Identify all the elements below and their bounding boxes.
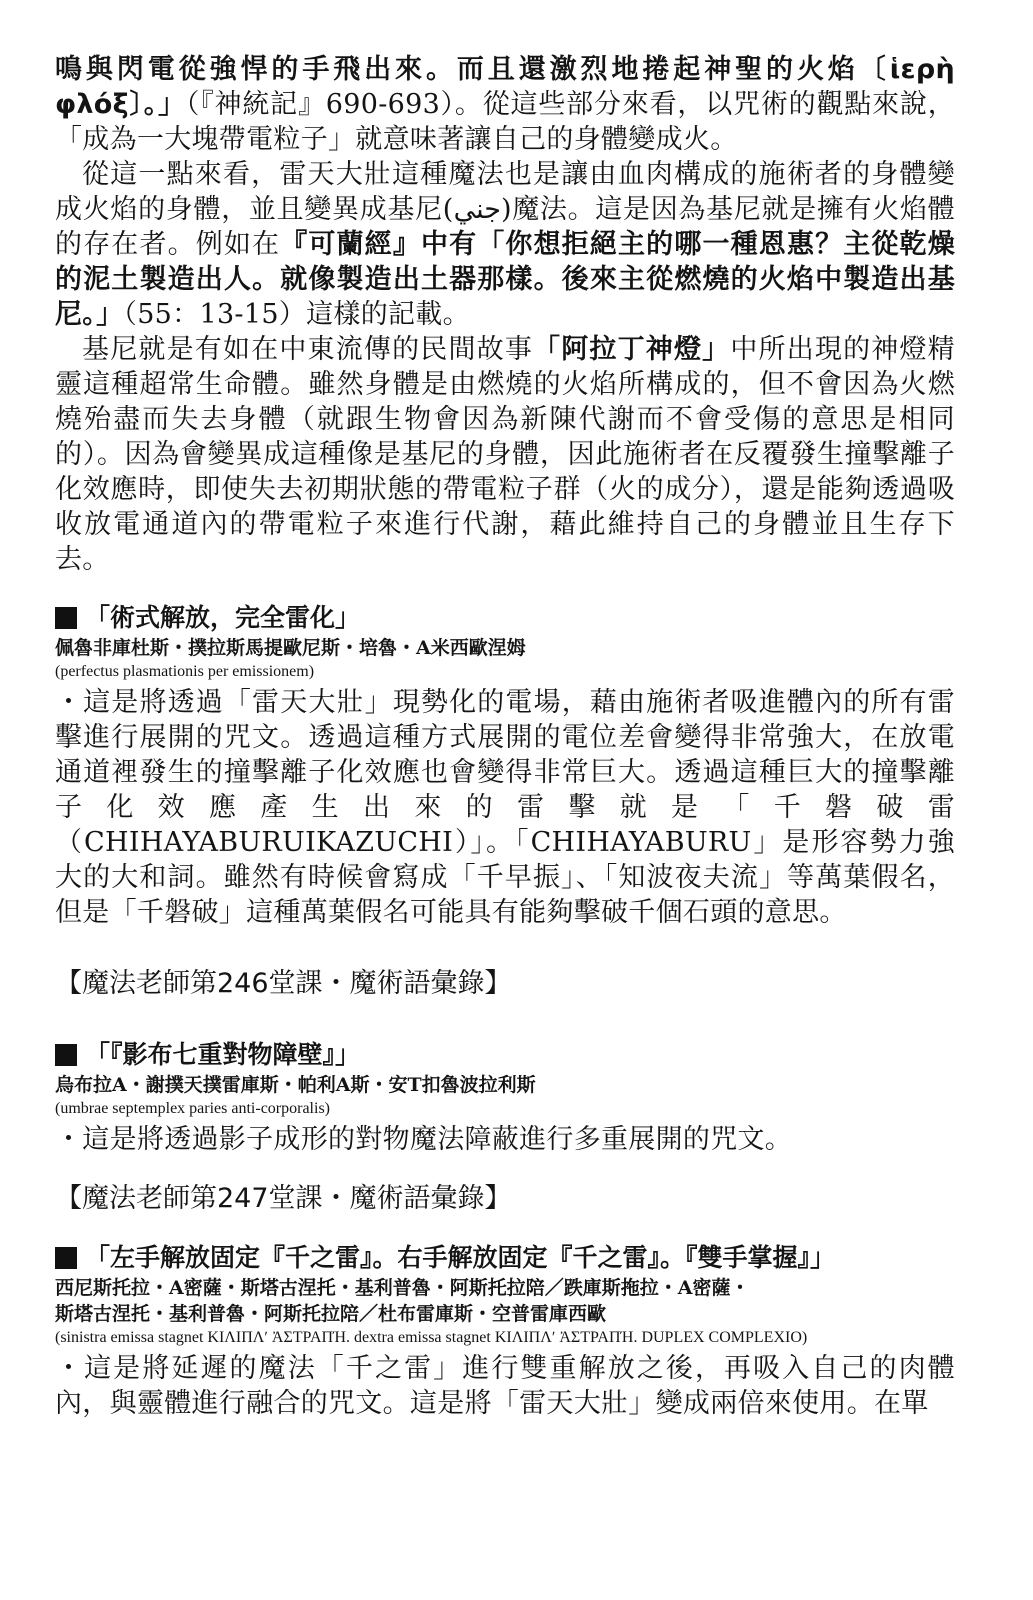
intro-paragraph-1 bbox=[55, 52, 955, 157]
intro-paragraph-3-a: 基尼就是有如在中東流傳的民間故事 bbox=[82, 334, 534, 365]
entry-title: 「左手解放固定『千之雷』。右手解放固定『千之雷』。『雙手掌握』」 bbox=[85, 1243, 836, 1272]
entry-transliteration: 烏布拉A・謝撲天撲雷庫斯・帕利A斯・安T扣魯波拉利斯 bbox=[55, 1074, 536, 1096]
intro-paragraph-2 bbox=[55, 157, 955, 332]
entry-transliteration-line-1: 西尼斯托拉・A密薩・斯塔古涅托・基利普魯・阿斯托拉陪／跌庫斯拖拉・A密薩・ bbox=[55, 1277, 750, 1299]
intro-quote-bold: 鳴與閃電從強悍的手飛出來。而且還激烈地捲起神聖的火焰〔ἱερὴ φλόξ〕。」 bbox=[55, 54, 955, 120]
entry-heading bbox=[55, 601, 955, 635]
entry-description: ・這是將透過「雷天大壯」現勢化的電場，藉由施術者吸進體內的所有雷擊進行展開的咒文。透過這種方式展開的電位差會變得非常強大，在放電通道裡發生的撞擊離子化效應也會變得非常巨大。透過這種巨大的撞擊離子化效應產生出來的雷擊就是「千磐破雷（CHIHAYABURUIKAZUCHI）」。「CHIHAYABURU」是形容勢力強大的大和詞。雖然有時候會寫成「千早振」、「知波夜夫流」等萬葉假名，但是「千磐破」這種萬葉假名可能具有能夠擊破千個石頭的意思。 bbox=[55, 687, 955, 928]
square-bullet-icon bbox=[55, 1044, 77, 1066]
page-body bbox=[55, 52, 955, 1421]
intro-paragraph-1-rest: （『神統記』690-693）。從這些部分來看，以咒術的觀點來說，「成為一大塊帶電粒子」就意味著讓自己的身體變成火。 bbox=[55, 89, 956, 155]
intro-paragraph-2-text: 從這一點來看，雷天大壯這種魔法也是讓由血肉構成的施術者的身體變成火焰的身體，並且變異成基尼(جني)魔法。這是因為基尼就是擁有火焰體的存在者。例如在 bbox=[55, 159, 955, 260]
chapter-heading-246: 【魔法老師第246堂課・魔術語彙錄】 bbox=[55, 968, 512, 999]
intro-paragraph-3 bbox=[55, 332, 955, 577]
entry-latin: (perfectus plasmationis per emissionem) bbox=[55, 663, 315, 680]
chapter-heading-247: 【魔法老師第247堂課・魔術語彙錄】 bbox=[55, 1183, 512, 1214]
entry-title: 「『影布七重對物障壁』」 bbox=[85, 1040, 361, 1069]
square-bullet-icon bbox=[55, 607, 77, 629]
intro-paragraph-2-tail: （55：13-15）這樣的記載。 bbox=[123, 299, 470, 330]
entry-latin: (sinistra emissa stagnet ΚΙΛΙΠΛʹ ἈΣΤΡΑΠΉ. dextra emissa stagnet ΚΙΛΙΠΛʹ ἈΣΤΡΑΠΉ. DUPLEX COMPLEXIO) bbox=[55, 1329, 808, 1346]
aladdin-bold: 「阿拉丁神燈」 bbox=[533, 334, 731, 365]
entry-description: ・這是將透過影子成形的對物魔法障蔽進行多重展開的咒文。 bbox=[55, 1124, 793, 1155]
entry-dual-thousand-thunder bbox=[55, 1241, 955, 1421]
quran-quote-bold: 『可蘭經』中有「你想拒絕主的哪一種恩惠？主從乾燥的泥土製造出人。就像製造出土器那樣。後來主從燃燒的火焰中製造出基尼。」 bbox=[55, 229, 955, 330]
entry-latin: (umbrae septemplex paries anti-corporalis) bbox=[55, 1100, 330, 1117]
intro-paragraph-3-b: 中所出現的神燈精靈這種超常生命體。雖然身體是由燃燒的火焰所構成的，但不會因為火燃燒殆盡而失去身體（就跟生物會因為新陳代謝而不會受傷的意思是相同的）。因為會變異成這種像是基尼的身體，因此施術者在反覆發生撞擊離子化效應時，即使失去初期狀態的帶電粒子群（火的成分），還是能夠透過吸收放電通道內的帶電粒子來進行代謝，藉此維持自己的身體並且生存下去。 bbox=[55, 334, 955, 575]
entry-complete-thunder bbox=[55, 601, 955, 930]
entry-description: ・這是將延遲的魔法「千之雷」進行雙重解放之後，再吸入自己的肉體內，與靈體進行融合的咒文。這是將「雷天大壯」變成兩倍來使用。在單 bbox=[55, 1353, 955, 1419]
entry-transliteration: 佩魯非庫杜斯・撲拉斯馬提歐尼斯・培魯・A米西歐涅姆 bbox=[55, 637, 526, 659]
entry-heading bbox=[55, 1241, 955, 1275]
entry-title: 「術式解放，完全雷化」 bbox=[85, 603, 361, 632]
entry-heading bbox=[55, 1038, 955, 1072]
entry-transliteration-line-2: 斯塔古涅托・基利普魯・阿斯托拉陪／杜布雷庫斯・空普雷庫西歐 bbox=[55, 1303, 607, 1325]
square-bullet-icon bbox=[55, 1247, 77, 1269]
entry-shadow-barrier bbox=[55, 1038, 955, 1157]
